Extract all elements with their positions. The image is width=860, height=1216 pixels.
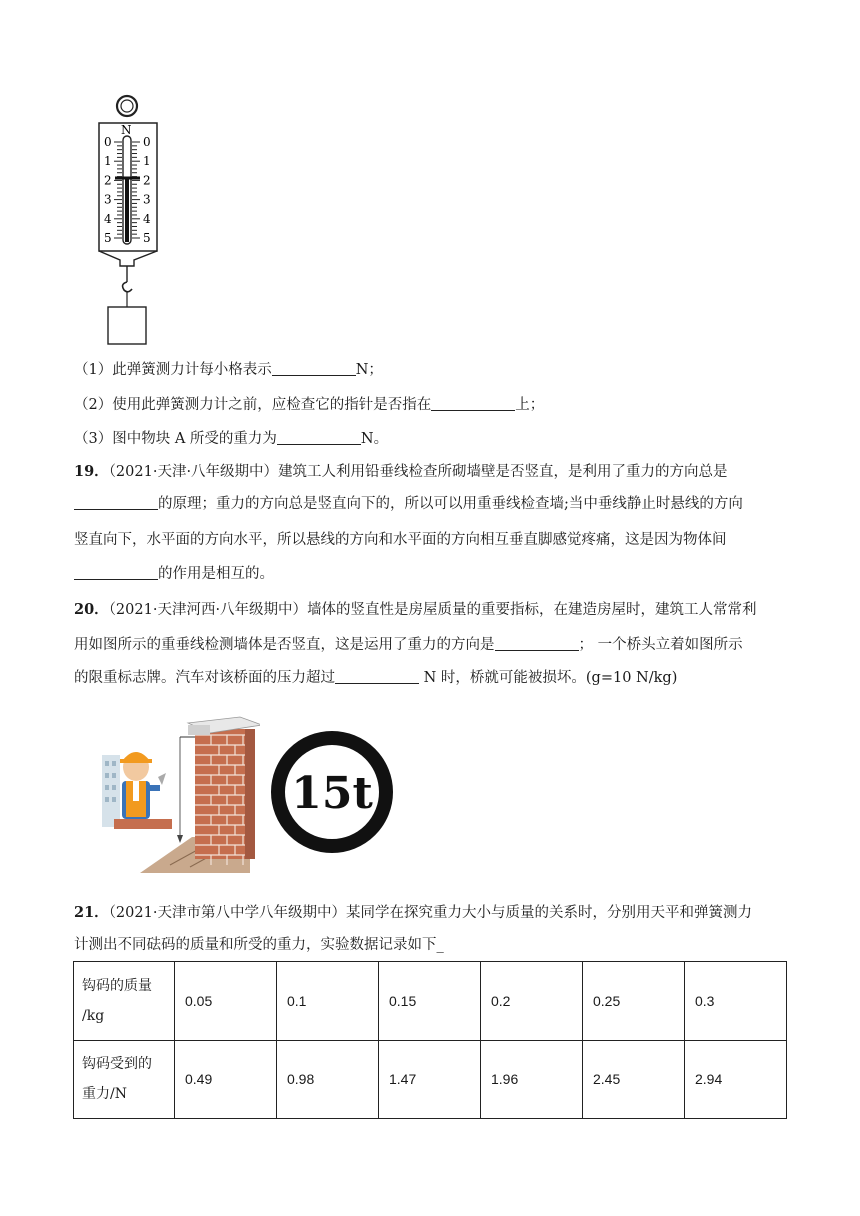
table-cell: 0.15 xyxy=(379,962,481,1041)
sign-text: 15t xyxy=(291,768,373,819)
q18-sub2: （2）使用此弹簧测力计之前，应检查它的指针是否指在 上； xyxy=(74,397,545,413)
answer-blank[interactable] xyxy=(335,669,419,684)
answer-blank[interactable] xyxy=(277,430,361,445)
q21-line1: 21．（2021·天津市第八中学八年级期中）某同学在探究重力大小与质量的关系时，分别用天平和弹簧测力 xyxy=(74,904,752,921)
scale-tick-label-left: 1 xyxy=(104,154,112,169)
table-cell: 0.49 xyxy=(175,1040,277,1119)
table-cell: 0.3 xyxy=(685,962,787,1041)
scale-tick-label-left: 2 xyxy=(104,173,112,188)
table-cell: 1.96 xyxy=(481,1040,583,1119)
weight-limit-sign xyxy=(270,730,394,854)
answer-blank[interactable] xyxy=(74,495,158,510)
table-cell: 0.98 xyxy=(277,1040,379,1119)
q18-sub3: （3）图中物块 A 所受的重力为 N。 xyxy=(74,431,389,447)
q19-line1: 19．（2021·天津·八年级期中）建筑工人利用铅垂线检查所砌墙壁是否竖直，是利用了重力的方向总是 xyxy=(74,463,728,480)
scale-tick-label-right: 0 xyxy=(143,135,151,149)
scale-tick-label-right: 4 xyxy=(143,211,151,226)
spring-scale-figure xyxy=(90,90,170,350)
data-table xyxy=(73,961,787,1119)
scale-tick-label-left: 3 xyxy=(104,192,112,207)
answer-blank[interactable] xyxy=(74,565,158,580)
table-row-header: 钩码的质量 /kg xyxy=(74,962,175,1041)
block-a xyxy=(108,307,146,344)
q18-sub1: （1）此弹簧测力计每小格表示 N； xyxy=(74,362,383,378)
table-row xyxy=(74,962,787,1041)
table-cell: 1.47 xyxy=(379,1040,481,1119)
q20-line2: 用如图所示的重垂线检测墙体是否竖直，这是运用了重力的方向是 ； 一个桥头立着如图所示 xyxy=(74,637,743,653)
scale-tick-label-left: 5 xyxy=(104,231,112,245)
q21-line2: 计测出不同砝码的质量和所受的重力，实验数据记录如下_ xyxy=(74,937,444,953)
worker-wall-illustration xyxy=(100,715,260,875)
q20-line3: 的限重标志牌。汽车对该桥面的压力超过 N 时，桥就可能被损坏。(g=10 N/kg) xyxy=(74,670,678,686)
q19-line3: 竖直向下，水平面的方向水平，所以悬线的方向和水平面的方向相互垂直脚感觉疼痛，这是因为物体间 xyxy=(74,532,727,548)
answer-blank[interactable] xyxy=(431,396,515,411)
scale-tick-label-right: 3 xyxy=(143,192,151,207)
scale-tick-label-left: 0 xyxy=(104,135,112,149)
scale-tick-label-right: 2 xyxy=(143,173,151,188)
table-cell: 2.45 xyxy=(583,1040,685,1119)
table-cell: 0.25 xyxy=(583,962,685,1041)
table-row xyxy=(74,1040,787,1119)
answer-blank[interactable] xyxy=(495,636,579,651)
q19-line2: 的原理；重力的方向总是竖直向下的，所以可以用重垂线检查墙;当中垂线静止时悬线的方向 xyxy=(74,494,743,514)
table-cell: 2.94 xyxy=(685,1040,787,1119)
scale-tick-label-left: 4 xyxy=(104,211,112,226)
scale-unit-label: N xyxy=(121,123,132,137)
scale-tick-label-right: 5 xyxy=(143,231,151,245)
table-cell: 0.05 xyxy=(175,962,277,1041)
answer-blank[interactable] xyxy=(272,361,356,376)
scale-tick-label-right: 1 xyxy=(143,154,151,169)
table-row-header: 钩码受到的 重力/N xyxy=(74,1040,175,1119)
table-cell: 0.2 xyxy=(481,962,583,1041)
q19-line4: 的作用是相互的。 xyxy=(74,564,274,584)
table-cell: 0.1 xyxy=(277,962,379,1041)
q20-line1: 20．（2021·天津河西·八年级期中）墙体的竖直性是房屋质量的重要指标，在建造房屋时，建筑工人常常利 xyxy=(74,601,757,618)
